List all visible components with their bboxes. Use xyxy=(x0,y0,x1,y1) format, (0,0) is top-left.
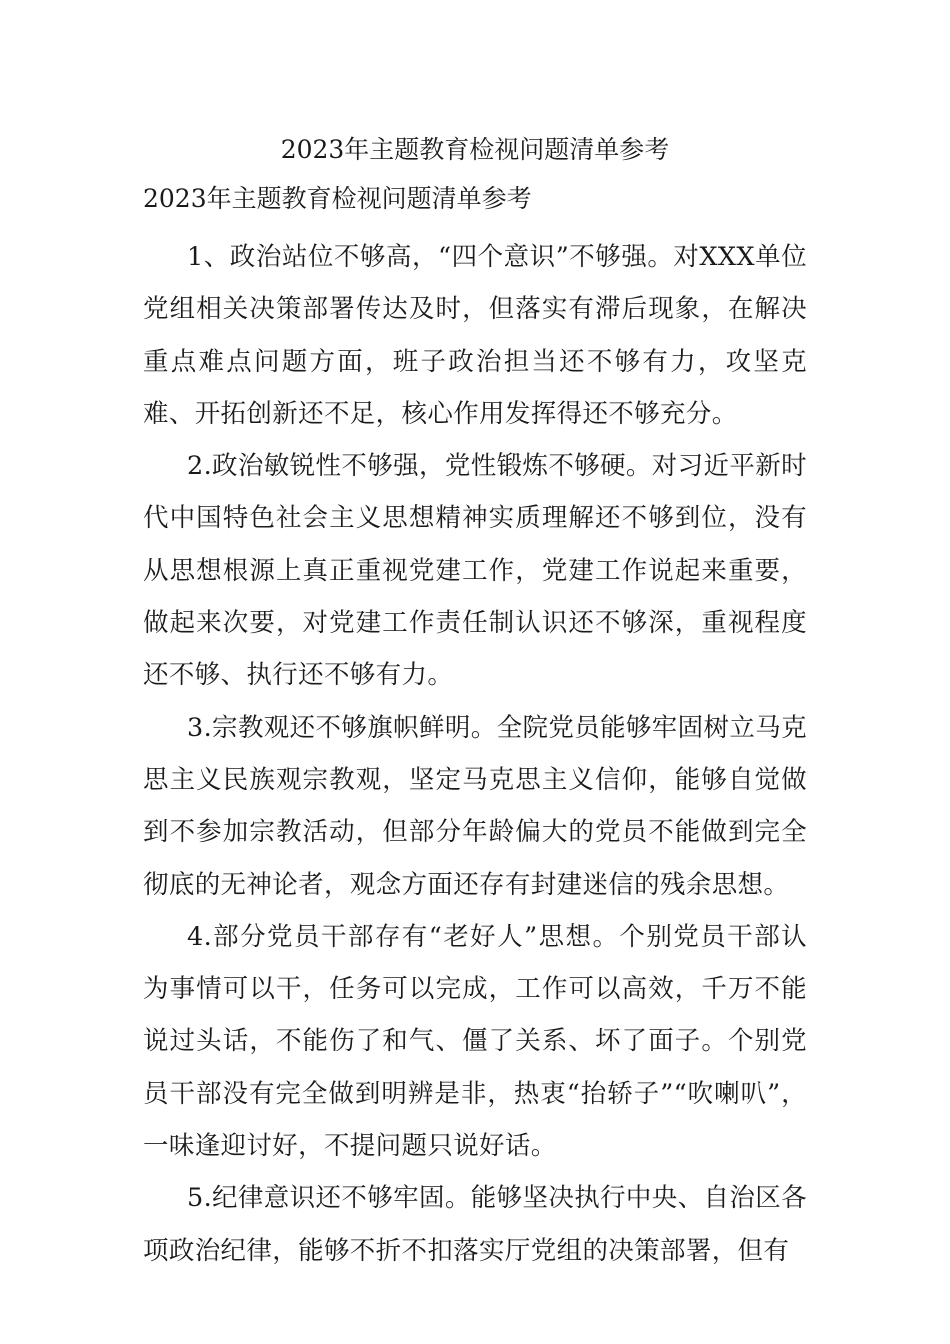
paragraph-5: 5.纪律意识还不够牢固。能够坚决执行中央、自治区各项政治纪律，能够不折不扣落实厅党组的决策部署，但有 xyxy=(143,1183,807,1266)
paragraph-2: 2.政治敏锐性不够强，党性锻炼不够硬。对习近平新时代中国特色社会主义思想精神实质理解还不够到位，没有从思想根源上真正重视党建工作，党建工作说起来重要，做起来次要，对党建工作责任制认识还不够深，重视程度还不够、执行还不够有力。 xyxy=(143,451,807,691)
document-title: 2023年主题教育检视问题清单参考 xyxy=(280,135,670,164)
document-body xyxy=(143,231,807,1277)
paragraph-3: 3.宗教观还不够旗帜鲜明。全院党员能够牢固树立马克思主义民族观宗教观，坚定马克思主义信仰，能够自觉做到不参加宗教活动，但部分年龄偏大的党员不能做到完全彻底的无神论者，观念方面还存有封建迷信的残余思想。 xyxy=(143,712,807,900)
document-subtitle: 2023年主题教育检视问题清单参考 xyxy=(143,184,532,213)
paragraph-1: 1、政治站位不够高，“四个意识”不够强。对XXX单位党组相关决策部署传达及时，但落实有滞后现象，在解决重点难点问题方面，班子政治担当还不够有力，攻坚克难、开拓创新还不足，核心作用发挥得还不够充分。 xyxy=(143,242,807,429)
paragraph-4: 4.部分党员干部存有“老好人”思想。个别党员干部认为事情可以干，任务可以完成，工作可以高效，千万不能说过头话，不能伤了和气、僵了关系、坏了面子。个别党员干部没有完全做到明辨是非，热衷“抬轿子”“吹喇叭”，一味逢迎讨好，不提问题只说好话。 xyxy=(143,921,807,1162)
